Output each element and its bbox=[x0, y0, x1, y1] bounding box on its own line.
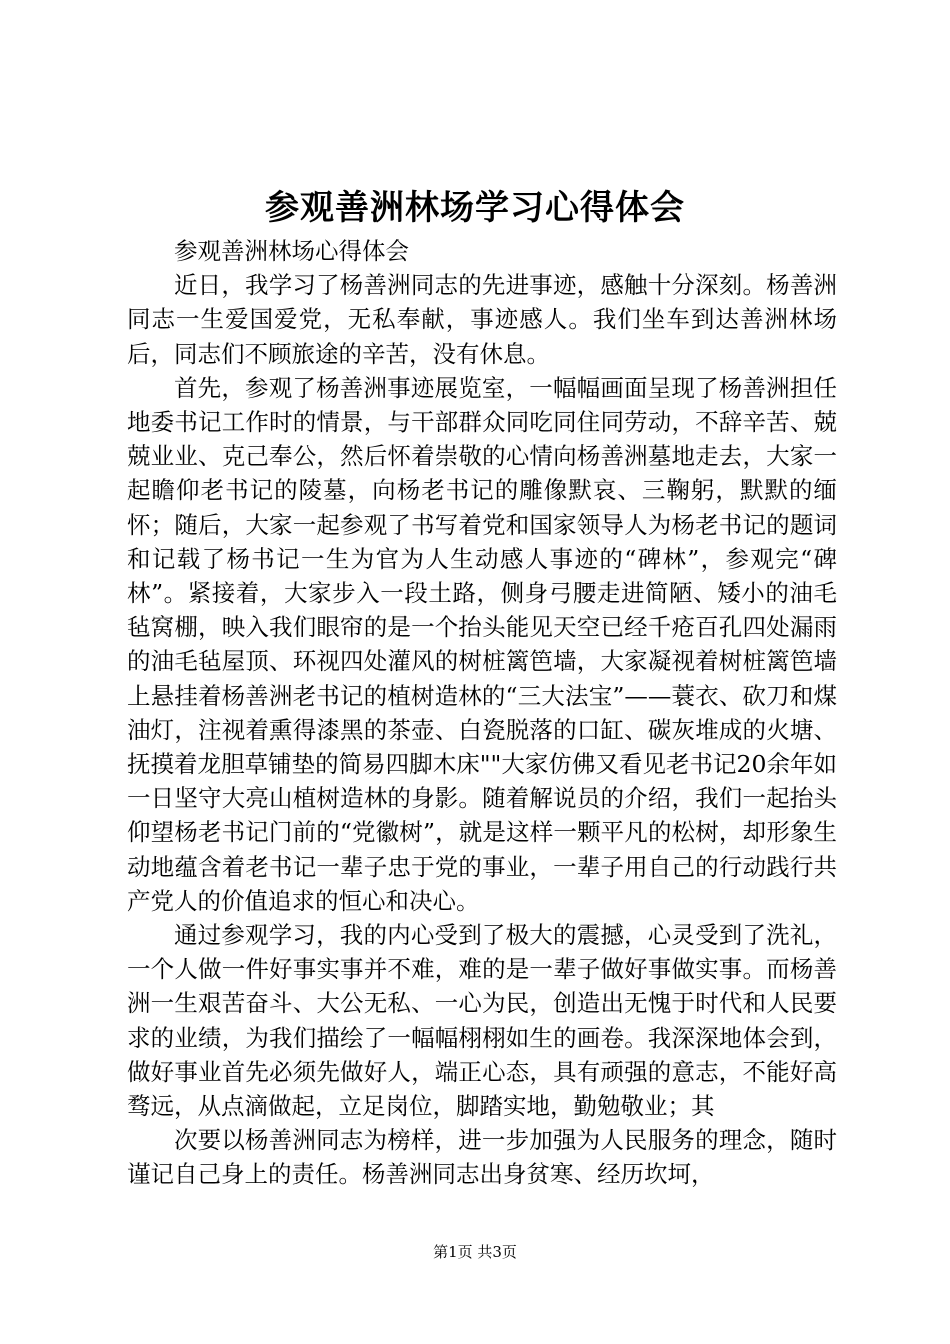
document-title: 参观善洲林场学习心得体会 bbox=[265, 188, 685, 228]
paragraph-continuation: 次要以杨善洲同志为榜样，进一步加强为人民服务的理念，随时谨记自己身上的责任。杨善洲同志出身贫寒、经历坎坷， bbox=[127, 1126, 837, 1189]
paragraph-intro: 近日，我学习了杨善洲同志的先进事迹，感触十分深刻。杨善洲同志一生爱国爱党，无私奉献，事迹感人。我们坐车到达善洲林场后，同志们不顾旅途的辛苦，没有休息。 bbox=[127, 271, 837, 368]
paragraph-reflection: 通过参观学习，我的内心受到了极大的震撼，心灵受到了洗礼，一个人做一件好事实事并不难，难的是一辈子做好事做实事。而杨善洲一生艰苦奋斗、大公无私、一心为民，创造出无愧于时代和人民要求的业绩，为我们描绘了一幅幅栩栩如生的画卷。我深深地体会到，做好事业首先必须先做好人，端正心态，具有顽强的意志，不能好高骛远，从点滴做起，立足岗位，脚踏实地，勤勉敬业；其 bbox=[127, 921, 837, 1121]
paragraph-visit: 首先，参观了杨善洲事迹展览室，一幅幅画面呈现了杨善洲担任地委书记工作时的情景，与干部群众同吃同住同劳动，不辞辛苦、兢兢业业、克己奉公，然后怀着崇敬的心情向杨善洲墓地走去，大家一起瞻仰老书记的陵墓，向杨老书记的雕像默哀、三鞠躬，默默的缅怀；随后，大家一起参观了书写着党和国家领导人为杨老书记的题词和记载了杨书记一生为官为人生动感人事迹的“碑林”，参观完“碑林”。紧接着，大家步入一段土路，侧身弓腰走进简陋、矮小的油毛毡窝棚，映入我们眼帘的是一个抬头能见天空已经千疮百孔四处漏雨的油毛毡屋顶、环视四处灌风的树桩篱笆墙，大家凝视着树桩篱笆墙上悬挂着杨善洲老书记的植树造林的“三大法宝”——蓑衣、砍刀和煤油灯，注视着熏得漆黑的茶壶、白瓷脱落的口缸、碳灰堆成的火塘、抚摸着龙胆草铺垫的简易四脚木床""大家仿佛又看见老书记20余年如一日坚守大亮山植树造林的身影。随着解说员的介绍，我们一起抬头仰望杨老书记门前的“党徽树”，就是这样一颗平凡的松树，却形象生动地蕴含着老书记一辈子忠于党的事业，一辈子用自己的行动践行共产党人的价值追求的恒心和决心。 bbox=[127, 373, 837, 915]
document-body bbox=[127, 234, 837, 1192]
paragraph-subtitle: 参观善洲林场心得体会 bbox=[174, 237, 409, 265]
page-number-footer: 第1页 共3页 bbox=[433, 1243, 517, 1261]
